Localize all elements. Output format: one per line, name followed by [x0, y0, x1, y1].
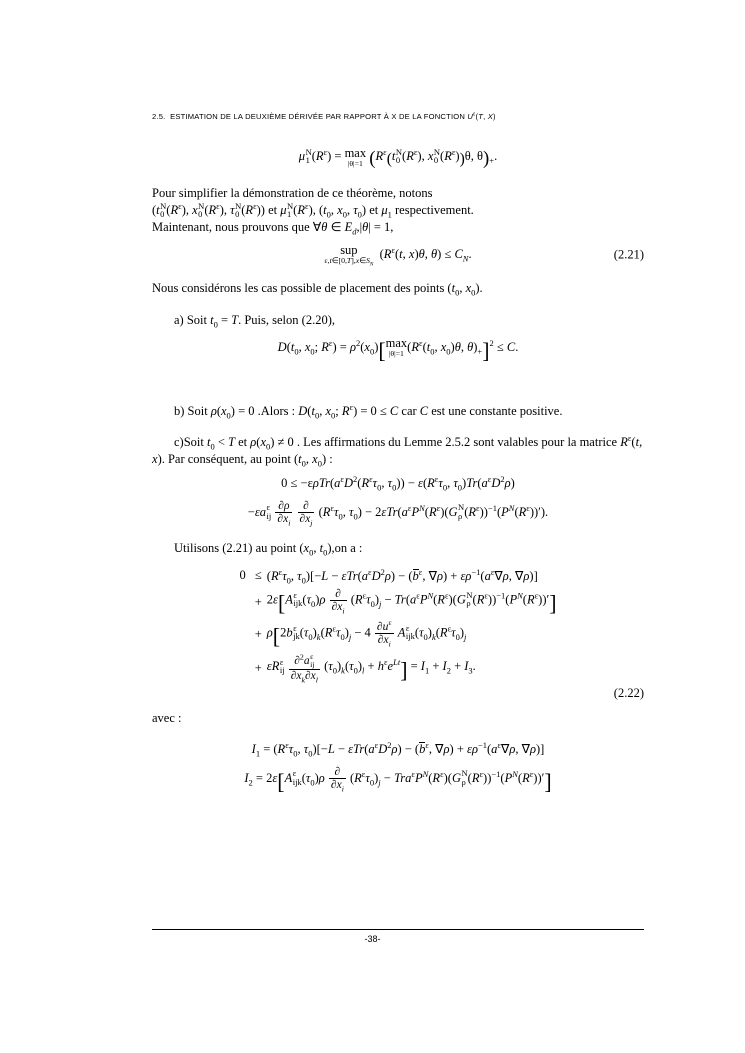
- page-number: -38-: [364, 934, 381, 944]
- equation-2-21: sup $\varepsilon,t\in[0,T],x\in S_N$ ($R^\varepsilon(t$, x)θ, $\theta) \le C_N$.: [324, 243, 472, 268]
- equation-2-21-wrap: [152, 243, 644, 268]
- paragraph-avec: avec :: [152, 710, 182, 725]
- running-head-text: 2.5. ESTIMATION DE LA DEUXIÈME DÉRIVÉE PAR RAPPORT À X DE LA FONCTION $U^\varepsilon(T$, X): [152, 111, 496, 121]
- equation-I1: $I_1 = (R^\varepsilon\tau_0$, $\tau_0)[-L - \varepsilon Tr(a^\varepsilon D^2\rho) - (b^\varepsilon$, $\nabla\rho) + \varepsilon\rho^{-1}(a^\varepsilon\nabla\rho$, ∇ρ)]: [251, 740, 545, 759]
- paragraph-case-a: a) Soit $t_0 = T$. Puis, selon (2.20),: [174, 312, 335, 330]
- equation-2-22-line-2: + 2ε[A ε ijk $(\tau_0)\rho$ $\frac{\partial}{\partial x_i}$ $(R^\varepsilon\tau_0)_j - Tr(a^\varepsilon P^N(R^\varepsilon)(G$ N ρ $(R^\varepsilon))^{-1}(P^N(R^\varepsilon))'$]: [254, 587, 557, 616]
- equation-number-2-22: (2.22): [613, 685, 644, 700]
- equation-case-c-2: −εa ε ij $\frac{\partial\rho}{\partial x_i}$ $\frac{\partial}{\partial x_j}$ ($R^\varepsilon\tau_0$, $\tau_0) - 2\varepsilon Tr(a^\varepsilon P^N(R^\varepsilon)(G$ N ρ $(R^\varepsilon))^{-1}(P^N(R^\varepsilon))'$).: [247, 500, 549, 528]
- equation-case-c-1: $0 \le -\varepsilon\rho Tr(a^\varepsilon D^2(R^\varepsilon\tau_0$, $\tau_0)) - \varepsilon(R^\varepsilon\tau_0$, $\tau_0)Tr(a^\varepsilon D^2\rho)$: [281, 474, 515, 493]
- equation-2-22-table: [239, 566, 556, 686]
- paragraph-case-b: b) Soit $\rho(x_0) = 0$ .Alors : $D(t_0$, $x_0$; $R^\varepsilon) = 0 \le C$ car C est une constante positive.: [174, 401, 563, 421]
- equation-2-22-line-3: + ρ[2b ε jk $(\tau_0)_k(R^\varepsilon\tau_0)_j - 4$ $\frac{\partial u^\varepsilon}{\partial x_i}$ A ε ijk $(\tau_0)_k(R^\varepsilon\tau_0)_j$: [254, 617, 467, 649]
- paragraph-case-c: c)Soit $t_0 < T$ et $\rho(x_0) \ne 0$ . Les affirmations du Lemme 2.5.2 sont valables pour la matrice $R^\varepsilon(t$, x). Par conséquent, au point ($t_0$, $x_0$) :: [152, 433, 643, 469]
- paragraph-cas: Nous considérons les cas possible de placement des points ($t_0$, $x_0$).: [152, 281, 483, 298]
- equation-2-22-line-4: + εR ε ij ∂$^2$a ε ij $\partial x_k\partial x_l$ $(\tau_0)_k(\tau_0)_l + h^\varepsilon e^{Lt}] = I_1 + I_2 + I_3$.: [254, 652, 476, 685]
- line-simplifier-2: (t N 0 $(R^\varepsilon)$, x N 0 $(R^\varepsilon)$, τ N 0 $(R^\varepsilon)$) et μ N 1 $(R^\varepsilon)$, ($t_0$, $x_0$, $\tau_0$) et $\mu_1$ respectivement.: [152, 200, 474, 220]
- equation-2-22-line-1: 0 ≤ ($R^\varepsilon\tau_0$, $\tau_0)[-L - \varepsilon Tr(a^\varepsilon D^2\rho) - (b^\varepsilon$, $\nabla\rho) + \varepsilon\rho^{-1}(a^\varepsilon\nabla\rho$, ∇ρ)]: [239, 566, 538, 586]
- page-content: [152, 112, 644, 795]
- running-head: [152, 112, 644, 121]
- paragraph-simplifier: [152, 185, 644, 235]
- line-simplifier-3: Maintenant, nous prouvons que ∀θ ∈ $E_d,|\theta| = 1$,: [152, 219, 394, 237]
- equation-I2: $I_2 = 2\varepsilon[A$ ε ijk $(\tau_0)\rho$ $\frac{\partial}{\partial x_i}$ $(R^\varepsilon\tau_0)_j - Tra^\varepsilon P^N(R^\varepsilon)(G$ N ρ $(R^\varepsilon))^{-1}(P^N(R^\varepsilon))'$]: [244, 766, 552, 794]
- equation-case-a: $D(t_0$, $x_0$; $R^\varepsilon) = \rho^2(x_0)$[ max |θ|=1 ($R^\varepsilon(t_0$, $x_0)\theta$, $\theta)_+]^2 \le C$.: [277, 336, 519, 363]
- equation-number-2-21: (2.21): [613, 247, 644, 262]
- footer-rule: [152, 929, 644, 930]
- equation-2-22-block: [152, 566, 644, 701]
- equation-mu1: μ N 1 $(R^\varepsilon)$ = max |θ|=1 ($R^\varepsilon(t$ N 0 $(R^\varepsilon)$, x N 0 $(R^\varepsilon))\theta$, $\theta)_+$.: [298, 146, 498, 170]
- paragraph-utilisons: Utilisons (2.21) au point ($x_0$, $t_0),on$ a :: [174, 541, 363, 558]
- line-simplifier-1: Pour simplifier la démonstration de ce théorème, notons: [152, 186, 433, 201]
